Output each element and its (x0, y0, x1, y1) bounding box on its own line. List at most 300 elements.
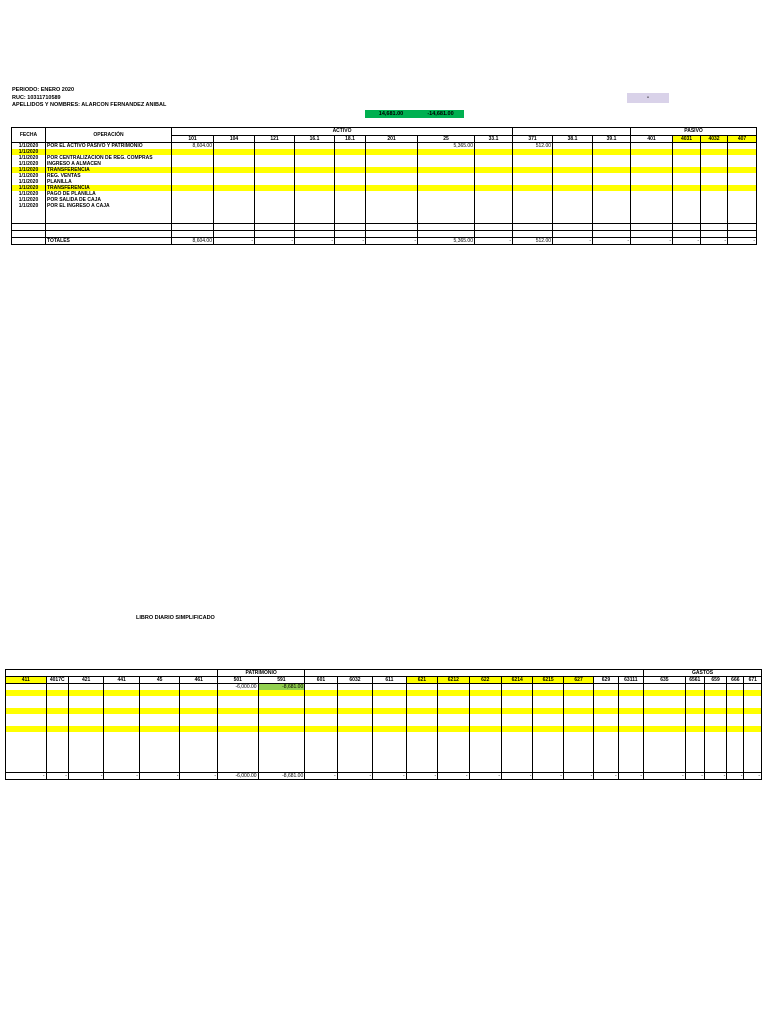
amount-cell (685, 762, 704, 773)
amount-cell (406, 732, 437, 742)
empty-cell (673, 231, 701, 238)
amount-cell (139, 762, 180, 773)
empty-cell (172, 231, 214, 238)
account-header: 18.1 (335, 135, 366, 143)
fecha-cell: 1/1/2020 (12, 173, 46, 179)
amount-cell (438, 732, 469, 742)
amount-cell (644, 742, 686, 752)
amount-cell: 8,604.00 (172, 143, 214, 150)
total-cell: - (475, 238, 513, 245)
amount-cell (218, 732, 259, 742)
total-cell: - (618, 773, 643, 780)
journal-table-bottom (5, 669, 762, 780)
amount-cell (469, 742, 501, 752)
empty-cell (475, 216, 513, 224)
account-header: 666 (727, 677, 744, 684)
empty-row (12, 224, 757, 231)
empty-cell (366, 209, 418, 216)
amount-cell (618, 762, 643, 773)
amount-cell (727, 752, 744, 762)
amount-cell (6, 742, 47, 752)
fecha-cell: 1/1/2020 (12, 161, 46, 167)
amount-cell (406, 742, 437, 752)
amount-cell (727, 732, 744, 742)
amount-cell (438, 752, 469, 762)
total-cell: 8,604.00 (172, 238, 214, 245)
amount-cell (258, 742, 305, 752)
account-header: 461 (180, 677, 218, 684)
amount-cell (618, 742, 643, 752)
account-header: 6561 (685, 677, 704, 684)
empty-cell (255, 231, 295, 238)
account-header: 621 (406, 677, 437, 684)
empty-cell (475, 209, 513, 216)
total-cell: - (295, 238, 335, 245)
total-cell: - (104, 773, 140, 780)
empty-cell (728, 216, 757, 224)
account-header: 622 (469, 677, 501, 684)
empty-cell (673, 224, 701, 231)
empty-cell (475, 231, 513, 238)
fecha-cell: 1/1/2020 (12, 179, 46, 185)
account-header: 201 (366, 135, 418, 143)
book-title: LIBRO DIARIO SIMPLIFICADO (136, 615, 215, 621)
empty-cell (593, 224, 631, 231)
operacion-cell: REG. VENTAS (46, 173, 172, 179)
account-header: 401 (631, 135, 673, 143)
operacion-cell: INGRESO A ALMACEN (46, 161, 172, 167)
totals-fecha-cell (12, 238, 46, 245)
account-header: 601 (305, 677, 337, 684)
account-header-row (6, 677, 762, 684)
empty-cell (366, 231, 418, 238)
total-cell: - (139, 773, 180, 780)
empty-cell (513, 224, 553, 231)
amount-cell (594, 752, 618, 762)
empty-cell (513, 231, 553, 238)
empty-cell (553, 231, 593, 238)
amount-cell (469, 732, 501, 742)
amount-cell (218, 742, 259, 752)
account-header: 635 (644, 677, 686, 684)
amount-cell (704, 762, 726, 773)
empty-cell (295, 216, 335, 224)
total-cell: - (366, 238, 418, 245)
total-cell: - (214, 238, 255, 245)
empty-cell (475, 224, 513, 231)
total-cell: - (255, 238, 295, 245)
total-haber-badge: -14,681.00 (417, 110, 464, 118)
amount-cell (744, 762, 762, 773)
account-header: 6214 (502, 677, 533, 684)
amount-cell (704, 752, 726, 762)
amount-cell (305, 752, 337, 762)
total-cell: - (704, 773, 726, 780)
amount-cell (180, 732, 218, 742)
amount-cell (46, 752, 68, 762)
empty-cell (673, 209, 701, 216)
amount-cell (704, 742, 726, 752)
amount-cell (406, 762, 437, 773)
total-cell: - (502, 773, 533, 780)
fecha-cell: 1/1/2020 (12, 191, 46, 197)
account-header: 659 (704, 677, 726, 684)
total-cell: 5,365.00 (418, 238, 475, 245)
amount-cell (438, 762, 469, 773)
journal-row (6, 762, 762, 773)
total-cell: - (594, 773, 618, 780)
empty-cell (335, 216, 366, 224)
amount-cell (644, 762, 686, 773)
total-debe-badge: 14,681.00 (365, 110, 417, 118)
total-cell: - (373, 773, 406, 780)
fecha-cell: 1/1/2020 (12, 149, 46, 155)
empty-cell (335, 224, 366, 231)
empty-cell (418, 231, 475, 238)
empty-cell (418, 209, 475, 216)
journal-row (6, 742, 762, 752)
account-header: 671 (744, 677, 762, 684)
amount-cell (68, 742, 104, 752)
operacion-cell: PLANILLA (46, 179, 172, 185)
amount-cell (46, 742, 68, 752)
operacion-cell: POR SALIDA DE CAJA (46, 197, 172, 203)
empty-cell (631, 231, 673, 238)
empty-cell (673, 216, 701, 224)
total-cell: - (406, 773, 437, 780)
total-cell: - (337, 773, 373, 780)
amount-cell (68, 752, 104, 762)
fecha-cell: 1/1/2020 (12, 167, 46, 173)
account-header: 104 (214, 135, 255, 143)
operacion-cell: TRANSFERENCIA (46, 167, 172, 173)
amount-cell (563, 732, 593, 742)
account-header: 121 (255, 135, 295, 143)
total-cell: - (563, 773, 593, 780)
amount-cell (104, 762, 140, 773)
empty-row (12, 216, 757, 224)
amount-cell (563, 762, 593, 773)
amount-cell (373, 742, 406, 752)
amount-cell (469, 762, 501, 773)
amount-cell (258, 752, 305, 762)
account-header: 501 (218, 677, 259, 684)
amount-cell (533, 742, 563, 752)
amount-cell (744, 752, 762, 762)
account-header: 16.1 (295, 135, 335, 143)
amount-cell (744, 732, 762, 742)
amount-cell (218, 752, 259, 762)
empty-cell (728, 224, 757, 231)
totals-row (6, 773, 762, 780)
group-header-blank (305, 670, 644, 677)
account-header: 39.1 (593, 135, 631, 143)
amount-cell (685, 752, 704, 762)
account-header: 4017C (46, 677, 68, 684)
total-cell: - (744, 773, 762, 780)
account-header: 421 (68, 677, 104, 684)
amount-cell (727, 762, 744, 773)
account-header: 591 (258, 677, 305, 684)
empty-cell (172, 209, 214, 216)
total-cell: - (335, 238, 366, 245)
empty-cell (295, 231, 335, 238)
account-header: 45 (139, 677, 180, 684)
amount-cell (594, 762, 618, 773)
patrimonio-group-header: PATRIMONIO (218, 670, 305, 677)
empty-cell (214, 216, 255, 224)
account-header: 629 (594, 677, 618, 684)
fecha-cell: 1/1/2020 (12, 143, 46, 150)
empty-cell (255, 216, 295, 224)
amount-cell (104, 742, 140, 752)
empty-cell (593, 209, 631, 216)
amount-cell (337, 742, 373, 752)
total-cell: - (305, 773, 337, 780)
amount-cell (502, 742, 533, 752)
empty-cell (513, 216, 553, 224)
total-cell: - (701, 238, 728, 245)
empty-cell (255, 224, 295, 231)
empty-cell (366, 216, 418, 224)
empty-cell (701, 216, 728, 224)
amount-cell (104, 732, 140, 742)
amount-cell (533, 732, 563, 742)
account-header: 627 (563, 677, 593, 684)
amount-cell (46, 732, 68, 742)
operacion-cell: POR EL ACTIVO PASIVO Y PATRIMONIO (46, 143, 172, 150)
amount-cell (644, 752, 686, 762)
gastos-group-header: GASTOS (644, 670, 762, 677)
empty-cell (513, 209, 553, 216)
summary-cell: - (627, 93, 669, 103)
total-cell: - (46, 773, 68, 780)
empty-cell (12, 224, 46, 231)
amount-cell (337, 732, 373, 742)
amount-cell (373, 732, 406, 742)
amount-cell (180, 752, 218, 762)
amount-cell (744, 742, 762, 752)
nombres-label: APELLIDOS Y NOMBRES: ALARCON FERNANDEZ ANIBAL (12, 102, 167, 108)
amount-cell (685, 732, 704, 742)
ruc-label: RUC: 10311710589 (12, 95, 61, 101)
amount-cell (6, 752, 47, 762)
empty-cell (46, 209, 172, 216)
amount-cell (438, 742, 469, 752)
amount-cell (685, 742, 704, 752)
operacion-cell: POR EL INGRESO A CAJA (46, 203, 172, 209)
empty-cell (46, 224, 172, 231)
group-header-row (6, 670, 762, 677)
fecha-cell: 1/1/2020 (12, 203, 46, 209)
empty-cell (728, 231, 757, 238)
empty-cell (728, 209, 757, 216)
amount-cell (502, 732, 533, 742)
amount-cell (373, 762, 406, 773)
amount-cell (704, 732, 726, 742)
account-header: 6032 (337, 677, 373, 684)
empty-row (12, 209, 757, 216)
periodo-label: PERIODO: ENERO 2020 (12, 87, 75, 93)
amount-cell (139, 732, 180, 742)
amount-cell (139, 752, 180, 762)
empty-cell (553, 209, 593, 216)
empty-cell (701, 209, 728, 216)
amount-cell (6, 762, 47, 773)
empty-cell (214, 209, 255, 216)
account-header: 33.1 (475, 135, 513, 143)
amount-cell (618, 752, 643, 762)
amount-cell (533, 762, 563, 773)
total-cell: - (553, 238, 593, 245)
empty-cell (593, 231, 631, 238)
amount-cell (6, 732, 47, 742)
amount-cell (469, 752, 501, 762)
total-cell: - (533, 773, 563, 780)
amount-cell (180, 762, 218, 773)
empty-cell (366, 224, 418, 231)
operacion-cell: PAGO DE PLANILLA (46, 191, 172, 197)
operacion-cell: TRANSFERENCIA (46, 185, 172, 191)
account-header: 4031 (673, 135, 701, 143)
group-header-blank (513, 128, 631, 136)
amount-cell (305, 742, 337, 752)
total-cell: - (728, 238, 757, 245)
total-cell: -8,681.00 (258, 773, 305, 780)
activo-group-header: ACTIVO (172, 128, 513, 136)
empty-cell (593, 216, 631, 224)
amount-cell (727, 742, 744, 752)
total-cell: -6,000.00 (218, 773, 259, 780)
account-header: 407 (728, 135, 757, 143)
empty-cell (12, 209, 46, 216)
amount-cell (46, 762, 68, 773)
account-header: 25 (418, 135, 475, 143)
empty-cell (214, 224, 255, 231)
empty-cell (295, 209, 335, 216)
amount-cell (644, 732, 686, 742)
journal-row (6, 732, 762, 742)
total-cell: - (644, 773, 686, 780)
empty-cell (418, 216, 475, 224)
empty-cell (701, 231, 728, 238)
account-header: 611 (373, 677, 406, 684)
total-cell: - (673, 238, 701, 245)
amount-cell (68, 762, 104, 773)
total-cell: - (68, 773, 104, 780)
amount-cell (139, 742, 180, 752)
amount-cell (533, 752, 563, 762)
empty-cell (631, 209, 673, 216)
account-header: 6215 (533, 677, 563, 684)
amount-cell (502, 752, 533, 762)
empty-cell (12, 216, 46, 224)
total-cell: - (6, 773, 47, 780)
amount-cell (594, 732, 618, 742)
empty-cell (418, 224, 475, 231)
journal-table-top (11, 127, 757, 245)
total-cell: - (469, 773, 501, 780)
empty-cell (631, 224, 673, 231)
account-header: 371 (513, 135, 553, 143)
amount-cell: 512.00 (513, 143, 553, 150)
account-header: 441 (104, 677, 140, 684)
fecha-cell: 1/1/2020 (12, 155, 46, 161)
amount-cell (337, 752, 373, 762)
empty-cell (335, 209, 366, 216)
amount-cell (563, 752, 593, 762)
amount-cell (104, 752, 140, 762)
amount-cell (258, 732, 305, 742)
total-cell: 512.00 (513, 238, 553, 245)
account-header: 411 (6, 677, 47, 684)
amount-cell (337, 762, 373, 773)
operacion-cell: POR CENTRALIZACIÓN DE REG. COMPRAS (46, 155, 172, 161)
amount-cell (258, 762, 305, 773)
empty-cell (631, 216, 673, 224)
total-cell: - (727, 773, 744, 780)
amount-cell (406, 752, 437, 762)
journal-row (6, 752, 762, 762)
account-header: 6212 (438, 677, 469, 684)
amount-cell (594, 742, 618, 752)
empty-cell (335, 231, 366, 238)
total-cell: - (180, 773, 218, 780)
empty-cell (172, 216, 214, 224)
amount-cell: -6,000.00 (218, 684, 259, 691)
pasivo-group-header: PASIVO (631, 128, 757, 136)
account-header: 38.1 (553, 135, 593, 143)
totals-label: TOTALES (46, 238, 172, 245)
amount-cell (218, 762, 259, 773)
operacion-header: OPERACIÓN (46, 128, 172, 143)
account-header: 4032 (701, 135, 728, 143)
empty-cell (553, 216, 593, 224)
total-cell: - (631, 238, 673, 245)
empty-cell (214, 231, 255, 238)
empty-row (12, 231, 757, 238)
fecha-cell: 1/1/2020 (12, 185, 46, 191)
amount-cell (68, 732, 104, 742)
empty-cell (553, 224, 593, 231)
total-cell: - (438, 773, 469, 780)
group-header-blank (6, 670, 218, 677)
fecha-header: FECHA (12, 128, 46, 143)
total-cell: - (593, 238, 631, 245)
amount-cell (502, 762, 533, 773)
empty-cell (295, 224, 335, 231)
account-header: 101 (172, 135, 214, 143)
account-header: 63111 (618, 677, 643, 684)
empty-cell (46, 216, 172, 224)
amount-cell (618, 732, 643, 742)
empty-cell (701, 224, 728, 231)
fecha-cell: 1/1/2020 (12, 197, 46, 203)
totals-row (12, 238, 757, 245)
total-cell: - (685, 773, 704, 780)
empty-cell (12, 231, 46, 238)
empty-cell (172, 224, 214, 231)
amount-cell (305, 762, 337, 773)
amount-cell (305, 732, 337, 742)
amount-cell (563, 742, 593, 752)
amount-cell: 5,365.00 (418, 143, 475, 150)
group-header-row (12, 128, 757, 136)
amount-cell (373, 752, 406, 762)
amount-cell (180, 742, 218, 752)
empty-cell (255, 209, 295, 216)
empty-cell (46, 231, 172, 238)
